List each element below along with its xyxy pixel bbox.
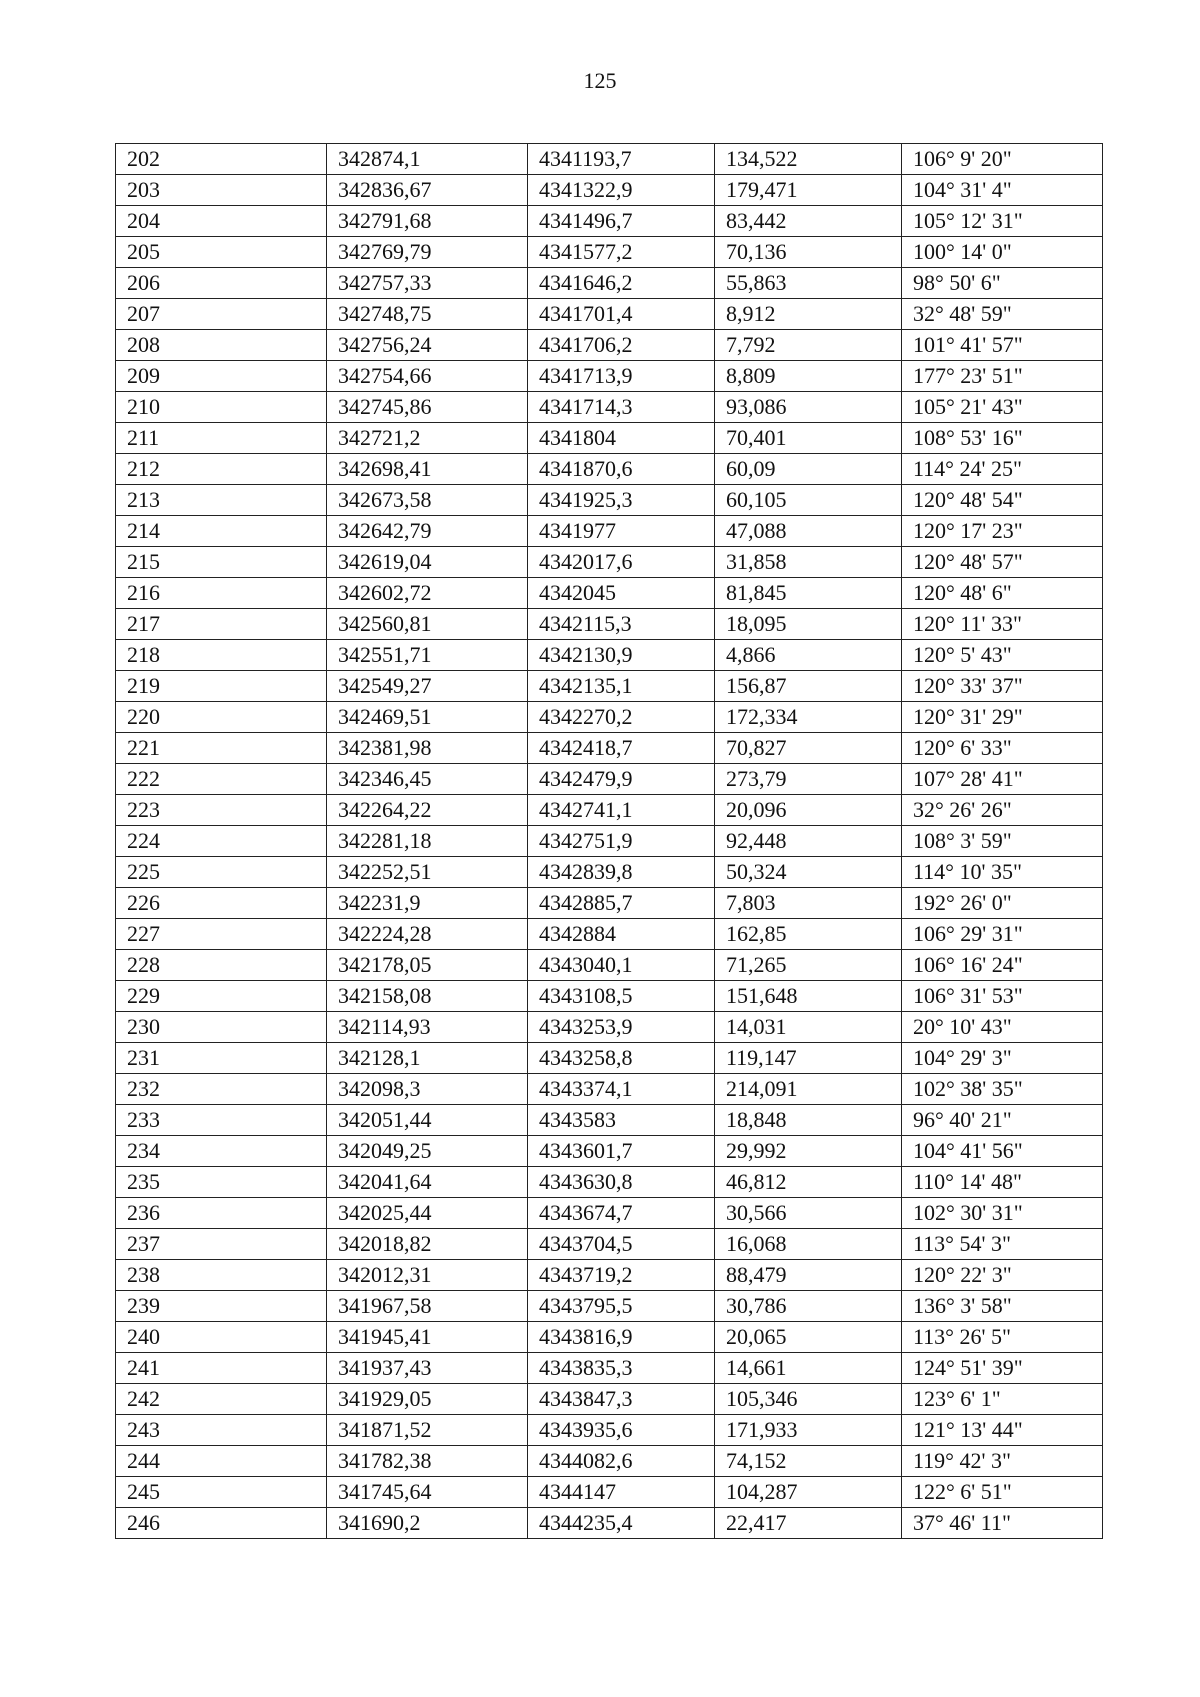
table-row <box>116 1198 1103 1229</box>
x-coordinate-cell: 342252,51 <box>327 857 528 888</box>
table-row <box>116 299 1103 330</box>
y-coordinate-cell: 4341870,6 <box>528 454 715 485</box>
angle-cell: 120° 11' 33" <box>902 609 1103 640</box>
x-coordinate-cell: 342560,81 <box>327 609 528 640</box>
angle-cell: 104° 31' 4" <box>902 175 1103 206</box>
distance-cell: 70,136 <box>715 237 902 268</box>
angle-cell: 32° 26' 26" <box>902 795 1103 826</box>
table-row <box>116 547 1103 578</box>
y-coordinate-cell: 4342884 <box>528 919 715 950</box>
table-row <box>116 485 1103 516</box>
x-coordinate-cell: 342158,08 <box>327 981 528 1012</box>
x-coordinate-cell: 342178,05 <box>327 950 528 981</box>
angle-cell: 110° 14' 48" <box>902 1167 1103 1198</box>
point-number-cell: 229 <box>116 981 327 1012</box>
point-number-cell: 206 <box>116 268 327 299</box>
table-row <box>116 764 1103 795</box>
y-coordinate-cell: 4342418,7 <box>528 733 715 764</box>
angle-cell: 122° 6' 51" <box>902 1477 1103 1508</box>
distance-cell: 162,85 <box>715 919 902 950</box>
angle-cell: 106° 29' 31" <box>902 919 1103 950</box>
y-coordinate-cell: 4343258,8 <box>528 1043 715 1074</box>
point-number-cell: 239 <box>116 1291 327 1322</box>
distance-cell: 104,287 <box>715 1477 902 1508</box>
x-coordinate-cell: 342049,25 <box>327 1136 528 1167</box>
x-coordinate-cell: 342721,2 <box>327 423 528 454</box>
distance-cell: 134,522 <box>715 144 902 175</box>
x-coordinate-cell: 342836,67 <box>327 175 528 206</box>
distance-cell: 171,933 <box>715 1415 902 1446</box>
y-coordinate-cell: 4343795,5 <box>528 1291 715 1322</box>
angle-cell: 136° 3' 58" <box>902 1291 1103 1322</box>
x-coordinate-cell: 342051,44 <box>327 1105 528 1136</box>
point-number-cell: 211 <box>116 423 327 454</box>
angle-cell: 120° 6' 33" <box>902 733 1103 764</box>
angle-cell: 106° 16' 24" <box>902 950 1103 981</box>
x-coordinate-cell: 342791,68 <box>327 206 528 237</box>
table-row <box>116 733 1103 764</box>
point-number-cell: 218 <box>116 640 327 671</box>
x-coordinate-cell: 342619,04 <box>327 547 528 578</box>
table-row <box>116 1167 1103 1198</box>
point-number-cell: 220 <box>116 702 327 733</box>
point-number-cell: 212 <box>116 454 327 485</box>
angle-cell: 105° 12' 31" <box>902 206 1103 237</box>
x-coordinate-cell: 342114,93 <box>327 1012 528 1043</box>
angle-cell: 114° 24' 25" <box>902 454 1103 485</box>
angle-cell: 121° 13' 44" <box>902 1415 1103 1446</box>
distance-cell: 50,324 <box>715 857 902 888</box>
x-coordinate-cell: 342769,79 <box>327 237 528 268</box>
y-coordinate-cell: 4342270,2 <box>528 702 715 733</box>
distance-cell: 31,858 <box>715 547 902 578</box>
y-coordinate-cell: 4341701,4 <box>528 299 715 330</box>
y-coordinate-cell: 4343719,2 <box>528 1260 715 1291</box>
x-coordinate-cell: 341967,58 <box>327 1291 528 1322</box>
angle-cell: 104° 29' 3" <box>902 1043 1103 1074</box>
distance-cell: 179,471 <box>715 175 902 206</box>
distance-cell: 55,863 <box>715 268 902 299</box>
x-coordinate-cell: 342551,71 <box>327 640 528 671</box>
x-coordinate-cell: 342231,9 <box>327 888 528 919</box>
point-number-cell: 223 <box>116 795 327 826</box>
y-coordinate-cell: 4343374,1 <box>528 1074 715 1105</box>
distance-cell: 93,086 <box>715 392 902 423</box>
y-coordinate-cell: 4342130,9 <box>528 640 715 671</box>
y-coordinate-cell: 4342751,9 <box>528 826 715 857</box>
angle-cell: 123° 6' 1" <box>902 1384 1103 1415</box>
y-coordinate-cell: 4342135,1 <box>528 671 715 702</box>
table-row <box>116 1291 1103 1322</box>
table-row <box>116 671 1103 702</box>
x-coordinate-cell: 341782,38 <box>327 1446 528 1477</box>
point-number-cell: 208 <box>116 330 327 361</box>
y-coordinate-cell: 4343835,3 <box>528 1353 715 1384</box>
angle-cell: 108° 3' 59" <box>902 826 1103 857</box>
x-coordinate-cell: 342128,1 <box>327 1043 528 1074</box>
y-coordinate-cell: 4341714,3 <box>528 392 715 423</box>
distance-cell: 18,095 <box>715 609 902 640</box>
point-number-cell: 226 <box>116 888 327 919</box>
table-row <box>116 516 1103 547</box>
x-coordinate-cell: 342698,41 <box>327 454 528 485</box>
y-coordinate-cell: 4343108,5 <box>528 981 715 1012</box>
x-coordinate-cell: 342748,75 <box>327 299 528 330</box>
distance-cell: 8,809 <box>715 361 902 392</box>
angle-cell: 102° 38' 35" <box>902 1074 1103 1105</box>
distance-cell: 83,442 <box>715 206 902 237</box>
table-row <box>116 1353 1103 1384</box>
point-number-cell: 202 <box>116 144 327 175</box>
table-row <box>116 702 1103 733</box>
angle-cell: 108° 53' 16" <box>902 423 1103 454</box>
angle-cell: 106° 31' 53" <box>902 981 1103 1012</box>
x-coordinate-cell: 342012,31 <box>327 1260 528 1291</box>
point-number-cell: 215 <box>116 547 327 578</box>
point-number-cell: 244 <box>116 1446 327 1477</box>
angle-cell: 101° 41' 57" <box>902 330 1103 361</box>
distance-cell: 16,068 <box>715 1229 902 1260</box>
point-number-cell: 245 <box>116 1477 327 1508</box>
angle-cell: 20° 10' 43" <box>902 1012 1103 1043</box>
x-coordinate-cell: 342642,79 <box>327 516 528 547</box>
angle-cell: 120° 31' 29" <box>902 702 1103 733</box>
distance-cell: 156,87 <box>715 671 902 702</box>
x-coordinate-cell: 342754,66 <box>327 361 528 392</box>
x-coordinate-cell: 342264,22 <box>327 795 528 826</box>
y-coordinate-cell: 4343847,3 <box>528 1384 715 1415</box>
angle-cell: 105° 21' 43" <box>902 392 1103 423</box>
distance-cell: 22,417 <box>715 1508 902 1539</box>
distance-cell: 70,827 <box>715 733 902 764</box>
coordinates-table-body <box>116 144 1103 1539</box>
point-number-cell: 213 <box>116 485 327 516</box>
distance-cell: 20,096 <box>715 795 902 826</box>
table-row <box>116 919 1103 950</box>
point-number-cell: 235 <box>116 1167 327 1198</box>
distance-cell: 14,031 <box>715 1012 902 1043</box>
point-number-cell: 205 <box>116 237 327 268</box>
table-row <box>116 1477 1103 1508</box>
table-row <box>116 857 1103 888</box>
table-row <box>116 1043 1103 1074</box>
table-row <box>116 361 1103 392</box>
angle-cell: 107° 28' 41" <box>902 764 1103 795</box>
point-number-cell: 225 <box>116 857 327 888</box>
distance-cell: 30,566 <box>715 1198 902 1229</box>
table-row <box>116 640 1103 671</box>
point-number-cell: 214 <box>116 516 327 547</box>
angle-cell: 113° 54' 3" <box>902 1229 1103 1260</box>
distance-cell: 60,105 <box>715 485 902 516</box>
point-number-cell: 227 <box>116 919 327 950</box>
table-row <box>116 1384 1103 1415</box>
angle-cell: 120° 33' 37" <box>902 671 1103 702</box>
table-row <box>116 1229 1103 1260</box>
distance-cell: 71,265 <box>715 950 902 981</box>
page-number: 125 <box>583 68 617 93</box>
table-row <box>116 392 1103 423</box>
y-coordinate-cell: 4342885,7 <box>528 888 715 919</box>
point-number-cell: 246 <box>116 1508 327 1539</box>
angle-cell: 106° 9' 20" <box>902 144 1103 175</box>
y-coordinate-cell: 4343630,8 <box>528 1167 715 1198</box>
x-coordinate-cell: 342757,33 <box>327 268 528 299</box>
distance-cell: 46,812 <box>715 1167 902 1198</box>
y-coordinate-cell: 4341706,2 <box>528 330 715 361</box>
y-coordinate-cell: 4341925,3 <box>528 485 715 516</box>
table-row <box>116 981 1103 1012</box>
table-row <box>116 950 1103 981</box>
point-number-cell: 216 <box>116 578 327 609</box>
point-number-cell: 210 <box>116 392 327 423</box>
distance-cell: 8,912 <box>715 299 902 330</box>
angle-cell: 96° 40' 21" <box>902 1105 1103 1136</box>
table-row <box>116 1074 1103 1105</box>
table-row <box>116 1446 1103 1477</box>
y-coordinate-cell: 4343935,6 <box>528 1415 715 1446</box>
distance-cell: 92,448 <box>715 826 902 857</box>
point-number-cell: 222 <box>116 764 327 795</box>
y-coordinate-cell: 4343704,5 <box>528 1229 715 1260</box>
table-row <box>116 888 1103 919</box>
distance-cell: 18,848 <box>715 1105 902 1136</box>
distance-cell: 105,346 <box>715 1384 902 1415</box>
y-coordinate-cell: 4341193,7 <box>528 144 715 175</box>
distance-cell: 119,147 <box>715 1043 902 1074</box>
x-coordinate-cell: 342281,18 <box>327 826 528 857</box>
y-coordinate-cell: 4343816,9 <box>528 1322 715 1353</box>
point-number-cell: 221 <box>116 733 327 764</box>
angle-cell: 32° 48' 59" <box>902 299 1103 330</box>
distance-cell: 29,992 <box>715 1136 902 1167</box>
x-coordinate-cell: 342041,64 <box>327 1167 528 1198</box>
distance-cell: 81,845 <box>715 578 902 609</box>
point-number-cell: 242 <box>116 1384 327 1415</box>
y-coordinate-cell: 4341496,7 <box>528 206 715 237</box>
point-number-cell: 233 <box>116 1105 327 1136</box>
y-coordinate-cell: 4342839,8 <box>528 857 715 888</box>
point-number-cell: 219 <box>116 671 327 702</box>
y-coordinate-cell: 4343674,7 <box>528 1198 715 1229</box>
y-coordinate-cell: 4343583 <box>528 1105 715 1136</box>
table-row <box>116 144 1103 175</box>
point-number-cell: 209 <box>116 361 327 392</box>
table-row <box>116 1508 1103 1539</box>
distance-cell: 172,334 <box>715 702 902 733</box>
coordinates-table <box>115 143 1103 1539</box>
point-number-cell: 240 <box>116 1322 327 1353</box>
distance-cell: 214,091 <box>715 1074 902 1105</box>
point-number-cell: 243 <box>116 1415 327 1446</box>
y-coordinate-cell: 4343253,9 <box>528 1012 715 1043</box>
y-coordinate-cell: 4343040,1 <box>528 950 715 981</box>
table-row <box>116 1322 1103 1353</box>
point-number-cell: 231 <box>116 1043 327 1074</box>
x-coordinate-cell: 341690,2 <box>327 1508 528 1539</box>
distance-cell: 30,786 <box>715 1291 902 1322</box>
x-coordinate-cell: 341745,64 <box>327 1477 528 1508</box>
distance-cell: 4,866 <box>715 640 902 671</box>
angle-cell: 120° 48' 54" <box>902 485 1103 516</box>
x-coordinate-cell: 342025,44 <box>327 1198 528 1229</box>
distance-cell: 273,79 <box>715 764 902 795</box>
distance-cell: 20,065 <box>715 1322 902 1353</box>
point-number-cell: 238 <box>116 1260 327 1291</box>
x-coordinate-cell: 342381,98 <box>327 733 528 764</box>
y-coordinate-cell: 4342017,6 <box>528 547 715 578</box>
x-coordinate-cell: 342602,72 <box>327 578 528 609</box>
y-coordinate-cell: 4341804 <box>528 423 715 454</box>
angle-cell: 114° 10' 35" <box>902 857 1103 888</box>
table-row <box>116 1136 1103 1167</box>
angle-cell: 102° 30' 31" <box>902 1198 1103 1229</box>
angle-cell: 120° 5' 43" <box>902 640 1103 671</box>
y-coordinate-cell: 4342045 <box>528 578 715 609</box>
y-coordinate-cell: 4344147 <box>528 1477 715 1508</box>
point-number-cell: 228 <box>116 950 327 981</box>
y-coordinate-cell: 4341713,9 <box>528 361 715 392</box>
distance-cell: 88,479 <box>715 1260 902 1291</box>
angle-cell: 98° 50' 6" <box>902 268 1103 299</box>
table-row <box>116 206 1103 237</box>
distance-cell: 7,803 <box>715 888 902 919</box>
y-coordinate-cell: 4341977 <box>528 516 715 547</box>
table-row <box>116 609 1103 640</box>
y-coordinate-cell: 4341577,2 <box>528 237 715 268</box>
angle-cell: 120° 48' 57" <box>902 547 1103 578</box>
angle-cell: 120° 48' 6" <box>902 578 1103 609</box>
x-coordinate-cell: 342745,86 <box>327 392 528 423</box>
point-number-cell: 234 <box>116 1136 327 1167</box>
x-coordinate-cell: 342756,24 <box>327 330 528 361</box>
angle-cell: 192° 26' 0" <box>902 888 1103 919</box>
x-coordinate-cell: 342224,28 <box>327 919 528 950</box>
angle-cell: 124° 51' 39" <box>902 1353 1103 1384</box>
x-coordinate-cell: 341937,43 <box>327 1353 528 1384</box>
distance-cell: 74,152 <box>715 1446 902 1477</box>
distance-cell: 70,401 <box>715 423 902 454</box>
y-coordinate-cell: 4341322,9 <box>528 175 715 206</box>
point-number-cell: 232 <box>116 1074 327 1105</box>
distance-cell: 151,648 <box>715 981 902 1012</box>
point-number-cell: 241 <box>116 1353 327 1384</box>
y-coordinate-cell: 4344235,4 <box>528 1508 715 1539</box>
table-row <box>116 330 1103 361</box>
point-number-cell: 230 <box>116 1012 327 1043</box>
angle-cell: 100° 14' 0" <box>902 237 1103 268</box>
table-row <box>116 1105 1103 1136</box>
x-coordinate-cell: 342549,27 <box>327 671 528 702</box>
x-coordinate-cell: 341929,05 <box>327 1384 528 1415</box>
table-row <box>116 454 1103 485</box>
point-number-cell: 203 <box>116 175 327 206</box>
angle-cell: 113° 26' 5" <box>902 1322 1103 1353</box>
x-coordinate-cell: 342098,3 <box>327 1074 528 1105</box>
table-row <box>116 826 1103 857</box>
angle-cell: 120° 22' 3" <box>902 1260 1103 1291</box>
point-number-cell: 236 <box>116 1198 327 1229</box>
x-coordinate-cell: 342673,58 <box>327 485 528 516</box>
table-row <box>116 1260 1103 1291</box>
table-row <box>116 268 1103 299</box>
y-coordinate-cell: 4342479,9 <box>528 764 715 795</box>
table-row <box>116 795 1103 826</box>
distance-cell: 7,792 <box>715 330 902 361</box>
table-row <box>116 237 1103 268</box>
distance-cell: 14,661 <box>715 1353 902 1384</box>
table-row <box>116 423 1103 454</box>
angle-cell: 37° 46' 11" <box>902 1508 1103 1539</box>
table-row <box>116 1415 1103 1446</box>
distance-cell: 60,09 <box>715 454 902 485</box>
table-row <box>116 1012 1103 1043</box>
point-number-cell: 217 <box>116 609 327 640</box>
point-number-cell: 207 <box>116 299 327 330</box>
point-number-cell: 224 <box>116 826 327 857</box>
x-coordinate-cell: 342469,51 <box>327 702 528 733</box>
y-coordinate-cell: 4343601,7 <box>528 1136 715 1167</box>
table-row <box>116 175 1103 206</box>
point-number-cell: 237 <box>116 1229 327 1260</box>
x-coordinate-cell: 342018,82 <box>327 1229 528 1260</box>
angle-cell: 177° 23' 51" <box>902 361 1103 392</box>
y-coordinate-cell: 4344082,6 <box>528 1446 715 1477</box>
x-coordinate-cell: 341945,41 <box>327 1322 528 1353</box>
x-coordinate-cell: 342346,45 <box>327 764 528 795</box>
distance-cell: 47,088 <box>715 516 902 547</box>
angle-cell: 119° 42' 3" <box>902 1446 1103 1477</box>
y-coordinate-cell: 4342115,3 <box>528 609 715 640</box>
y-coordinate-cell: 4342741,1 <box>528 795 715 826</box>
point-number-cell: 204 <box>116 206 327 237</box>
x-coordinate-cell: 341871,52 <box>327 1415 528 1446</box>
table-row <box>116 578 1103 609</box>
y-coordinate-cell: 4341646,2 <box>528 268 715 299</box>
x-coordinate-cell: 342874,1 <box>327 144 528 175</box>
angle-cell: 120° 17' 23" <box>902 516 1103 547</box>
angle-cell: 104° 41' 56" <box>902 1136 1103 1167</box>
